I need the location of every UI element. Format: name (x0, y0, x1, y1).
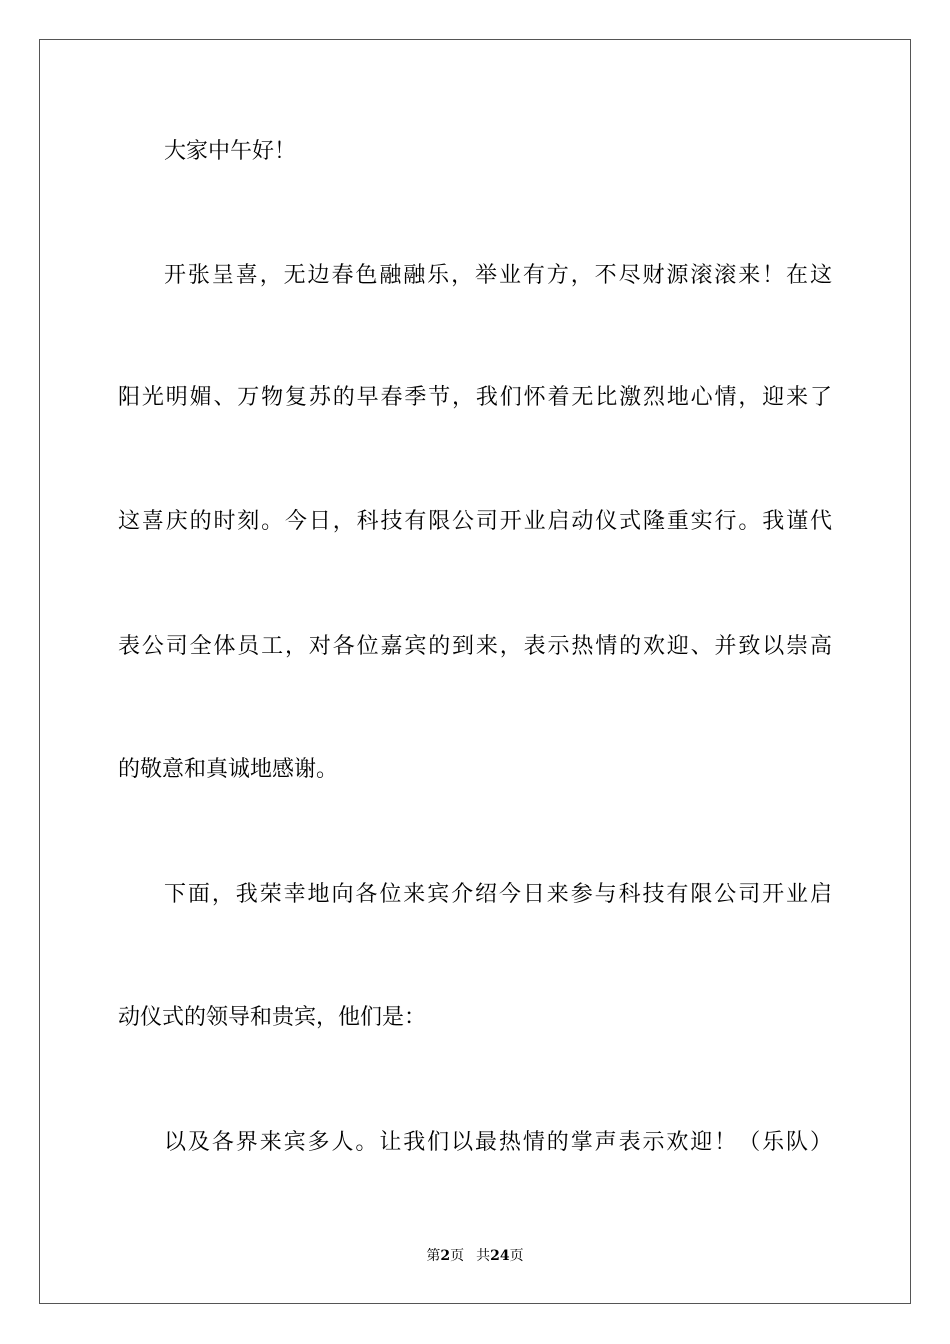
page-footer (0, 1247, 950, 1265)
paragraph-line-8: 动仪式的领导和贵宾，他们是： (118, 1005, 427, 1030)
paragraph-line-6: 的敬意和真诚地感谢。 (118, 757, 339, 782)
paragraph-line-9: 以及各界来宾多人。让我们以最热情的掌声表示欢迎！（乐队） (164, 1130, 832, 1155)
paragraph-line-5: 表公司全体员工，对各位嘉宾的到来，表示热情的欢迎、并致以崇高 (118, 634, 832, 659)
paragraph-line-7: 下面，我荣幸地向各位来宾介绍今日来参与科技有限公司开业启 (164, 882, 832, 907)
footer-page-number: 2 (440, 1248, 451, 1264)
paragraph-line-4: 这喜庆的时刻。今日，科技有限公司开业启动仪式隆重实行。我谨代 (118, 509, 832, 534)
footer-total-suffix: 页 (509, 1248, 524, 1264)
footer-total-prefix: 共 (476, 1248, 491, 1264)
paragraph-line-1: 大家中午好！ (164, 139, 297, 164)
footer-page-prefix: 第 (426, 1248, 441, 1264)
page-border (39, 39, 911, 1304)
paragraph-line-2: 开张呈喜，无边春色融融乐，举业有方，不尽财源滚滚来！在这 (164, 263, 832, 288)
paragraph-line-3: 阳光明媚、万物复苏的早春季节，我们怀着无比激烈地心情，迎来了 (118, 385, 832, 410)
footer-total-pages: 24 (490, 1248, 510, 1264)
footer-page-suffix: 页 (450, 1248, 465, 1264)
